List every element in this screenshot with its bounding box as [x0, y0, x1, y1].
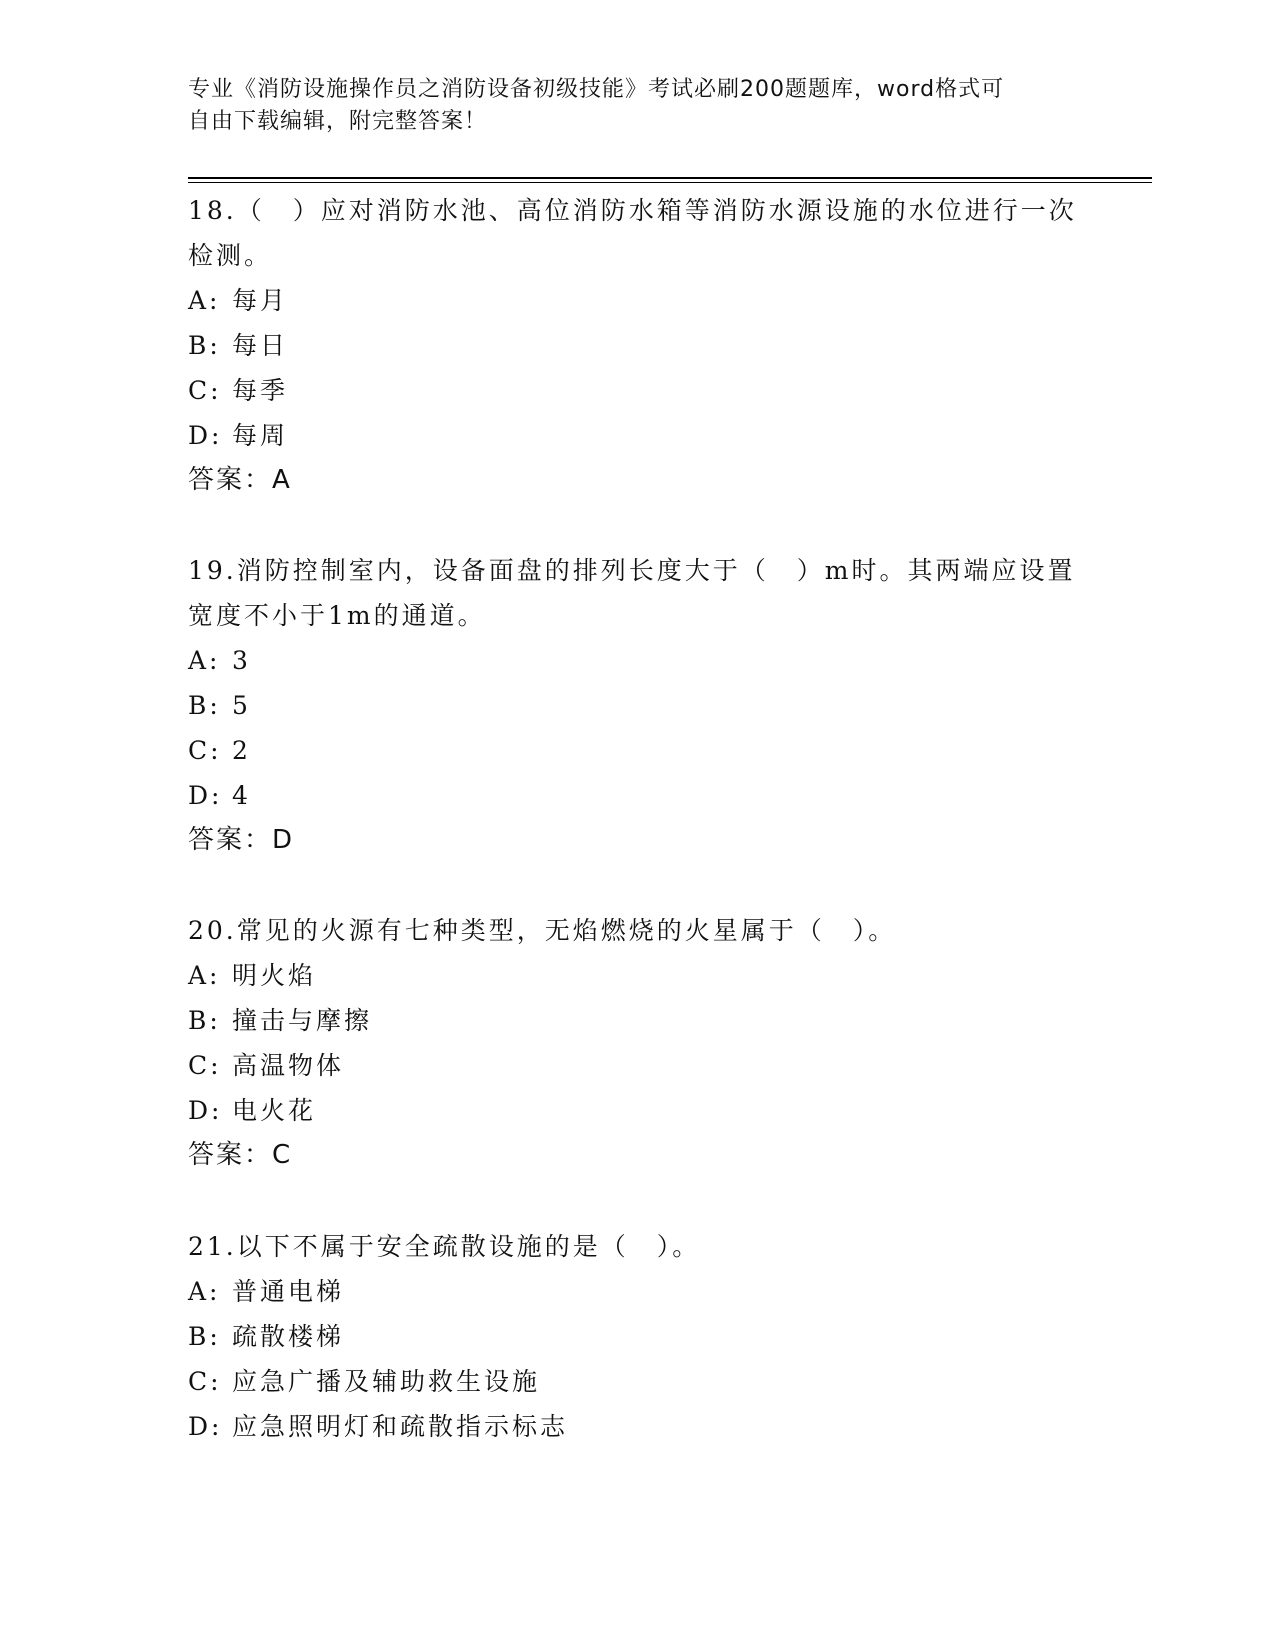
option-key: B: — [188, 1006, 221, 1035]
option-b — [188, 1314, 1088, 1359]
option-key: D: — [188, 1412, 223, 1441]
option-key: B: — [188, 691, 221, 720]
option-key: A: — [188, 1277, 221, 1306]
option-c — [188, 728, 1088, 773]
option-a — [188, 638, 1088, 683]
option-key: C: — [188, 1051, 222, 1080]
header-line-1: 专业《消防设施操作员之消防设备初级技能》考试必刷200题题库，word格式可 — [188, 77, 1005, 102]
option-text: 3 — [232, 646, 251, 675]
option-d — [188, 413, 1088, 458]
option-key: A: — [188, 286, 221, 315]
option-text: 明火焰 — [232, 961, 317, 990]
option-text: 5 — [232, 691, 251, 720]
question-20 — [188, 908, 1088, 1178]
option-key: A: — [188, 646, 221, 675]
option-d — [188, 1404, 1088, 1449]
header-divider-thick — [188, 177, 1152, 179]
option-text: 高温物体 — [232, 1051, 345, 1080]
option-key: C: — [188, 1367, 222, 1396]
option-text: 电火花 — [232, 1096, 317, 1125]
answer-line: 答案：A — [188, 465, 292, 495]
question-stem: 20.常见的火源有七种类型，无焰燃烧的火星属于（ ）。 — [188, 916, 897, 945]
option-key: A: — [188, 961, 221, 990]
option-b — [188, 683, 1088, 728]
option-text: 撞击与摩擦 — [232, 1006, 373, 1035]
option-b — [188, 323, 1088, 368]
option-key: B: — [188, 331, 221, 360]
option-text: 疏散楼梯 — [232, 1322, 345, 1351]
option-b — [188, 998, 1088, 1043]
option-text: 每月 — [232, 286, 289, 315]
option-key: D: — [188, 421, 223, 450]
option-text: 4 — [232, 781, 251, 810]
option-text: 应急广播及辅助救生设施 — [232, 1367, 541, 1396]
question-stem: 21.以下不属于安全疏散设施的是（ ）。 — [188, 1232, 701, 1261]
question-19 — [188, 548, 1088, 863]
option-text: 每周 — [232, 421, 289, 450]
question-stem: 19.消防控制室内，设备面盘的排列长度大于（ ）m时。其两端应设置宽度不小于1m的通道。 — [188, 556, 1076, 630]
option-c — [188, 1359, 1088, 1404]
option-text: 每季 — [232, 376, 289, 405]
option-text: 普通电梯 — [232, 1277, 345, 1306]
question-21 — [188, 1224, 1088, 1449]
option-key: C: — [188, 376, 222, 405]
option-key: D: — [188, 781, 223, 810]
option-text: 每日 — [232, 331, 289, 360]
header-line-2: 自由下载编辑，附完整答案！ — [188, 109, 488, 134]
option-text: 2 — [232, 736, 251, 765]
question-stem: 18.（ ）应对消防水池、高位消防水箱等消防水源设施的水位进行一次检测。 — [188, 196, 1077, 270]
option-text: 应急照明灯和疏散指示标志 — [232, 1412, 569, 1441]
option-c — [188, 1043, 1088, 1088]
option-key: B: — [188, 1322, 221, 1351]
option-a — [188, 953, 1088, 998]
option-key: D: — [188, 1096, 223, 1125]
option-a — [188, 1269, 1088, 1314]
question-18 — [188, 188, 1088, 503]
answer-line: 答案：D — [188, 825, 295, 855]
option-d — [188, 773, 1088, 818]
option-key: C: — [188, 736, 222, 765]
header-divider-thin — [188, 182, 1152, 183]
answer-line: 答案：C — [188, 1140, 293, 1170]
option-d — [188, 1088, 1088, 1133]
document-header — [188, 74, 1088, 138]
option-c — [188, 368, 1088, 413]
option-a — [188, 278, 1088, 323]
